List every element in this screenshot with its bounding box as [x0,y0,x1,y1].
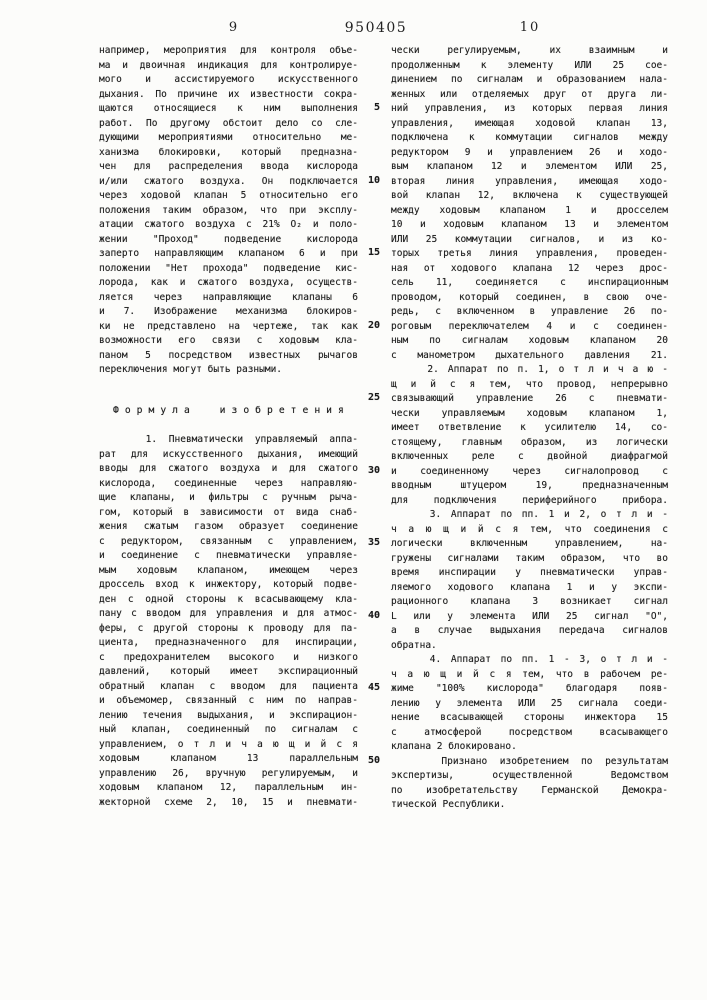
text-line: управлением, о т л и ч а ю щ и й с я [99,738,358,750]
text-line: управлению 26, вручную регулируемым, и [99,767,358,779]
text-line: динением по сигналам и образованием нала- [391,74,668,85]
line-number: 40 [367,609,380,621]
text-line: ч а ю щ и й с я тем, что соединения с [391,523,668,535]
text-line: жении "Проход" подведение кислорода [99,233,358,245]
text-line: ма и двоичная индикация для контролируе- [99,59,358,71]
text-line: ханизма блокировки, который предназна- [99,146,358,158]
text-line: жекторной схеме 2, 10, 15 и пневмати- [99,796,358,808]
right-text-column [391,44,668,813]
text-line: клапана 2 блокировано. [391,741,517,752]
text-line: а в случае выдыхания передача сигналов [391,625,668,636]
text-line: с манометром дыхательного давления 21. [391,349,668,361]
line-number: 30 [367,464,380,476]
text-line: например, мероприятия для контроля объе- [99,45,358,56]
text-line: обратна. [391,639,437,651]
text-line: с редуктором, связанным с управлением, [99,535,358,547]
text-line: ИЛИ 25 коммутации сигналов, и из ко- [391,233,668,245]
text-line: лорода, как и сжатого воздуха, осуществ- [99,277,358,288]
text-line: 4. Аппарат по пп. 1 - 3, о т л и - [391,654,668,665]
text-line: лению течения выдыхания, и экспирацион- [99,709,358,721]
text-line: через ходовой клапан 5 относительно его [99,190,358,201]
text-line: ний управления, из которых первая линия [391,103,668,114]
text-line: управления, имеющая ходовой клапан 13, [391,117,668,129]
text-line: чен для распределения ввода кислорода [99,161,358,172]
line-number: 45 [367,682,380,693]
text-line: продолженным к элементу ИЛИ 25 сое- [391,59,668,71]
text-line: чески управляемым ходовым клапаном 1, [391,407,668,419]
text-line: подключена к коммутации сигналов между [391,132,668,143]
text-line: ным по сигналам ходовым клапаном 20 [391,335,668,346]
text-line: щаются относящиеся к ним выполнения [99,103,358,114]
text-line: ходовым клапаном 12, параллельным ин- [99,782,358,793]
patent-number: 950405 [344,20,408,36]
text-line: 2. Аппарат по п. 1, о т л и ч а ю - [391,364,668,375]
text-line: дроссель вход к инжектору, который подве- [99,579,358,590]
text-line: чески регулируемым, их взаимным и [391,45,668,56]
text-line: логически включенным управлением, на- [391,538,668,549]
text-line: ходовым клапаном 13 параллельным [99,753,358,764]
text-line: L или у элемента ИЛИ 25 сигнал "О", [391,610,668,622]
text-line: редуктором 9 и управлением 26 и ходо- [391,146,668,158]
text-line: и соединенному через сигналопровод с [391,465,668,477]
paragraph [391,653,668,755]
line-number: 50 [367,754,380,766]
text-line: ч а ю щ и й с я тем, что в рабочем ре- [391,668,668,680]
paragraph [391,508,668,653]
text-line: рационного клапана 3 возникает сигнал [391,596,668,607]
text-line: по изобретательству Германской Демокра- [391,784,668,796]
text-line: щ и й с я тем, что провод, непрерывно [391,378,668,390]
text-line: атации сжатого воздуха с 21% О₂ и поло- [99,219,358,230]
text-line: связывающий управление 26 с пневмати- [391,393,668,404]
text-line: давлений, который имеет экспирационный [99,666,358,677]
text-line: мым ходовым клапаном, имеющем через [99,564,358,576]
text-line: женных или отделяемых друг от друга ли- [391,88,668,100]
text-line: вторая линия управления, имеющая ходо- [391,175,668,187]
text-line: имеет ответвление к усилителю 14, со- [391,422,668,433]
text-line: дующими мероприятиями относительно ме- [99,132,358,143]
text-line: кислорода, соединенные через направляю- [99,477,358,489]
text-line: щие клапаны, и фильтры с ручным рыча- [99,492,358,503]
text-line: работ. По другому обстоит дело со сле- [99,117,358,129]
line-number: 10 [367,174,380,186]
text-line: возможности его связи с ходовым кла- [99,335,358,346]
paragraph [99,433,358,810]
line-number: 35 [367,537,380,548]
text-line: ки не представлено на чертеже, так как [99,320,358,332]
paragraph [391,363,668,508]
text-line: положении "Нет прохода" подведение кис- [99,262,358,274]
text-line: вводы для сжатого воздуха и для сжатого [99,463,358,474]
text-line: торых третья линия управления, проведен- [391,248,668,259]
text-line: переключения могут быть разными. [99,364,283,375]
text-line: нение всасывающей стороны инжектора 15 [391,712,668,723]
text-line: пану с вводом для управления и для атмос- [99,608,358,619]
text-line: циента, предназначенного для инспирации, [99,637,358,648]
text-line: 1. Пневматически управляемый аппа- [99,434,358,445]
text-line: гружены сигналами таким образом, что во [391,552,668,564]
text-line: время инспирации у пневматически управ- [391,567,668,578]
text-line: включенных реле с двойной диафрагмой [391,451,668,462]
text-line: ный клапан, соединенный по сигналам с [99,724,358,735]
line-number: 5 [373,102,380,113]
text-line: ляемого ходового клапана 1 и у экспи- [391,581,668,593]
left-text-column [99,44,358,810]
line-number: 20 [367,319,380,331]
text-line: феры, с другой стороны к проводу для па- [99,622,358,634]
text-line: Признано изобретением по результатам [391,755,668,767]
text-line: проводом, который соединен, в свою оче- [391,291,668,303]
text-line: и объемомер, связанный с ним по направ- [99,695,358,706]
page-number-right: 10 [519,20,541,35]
text-line: рат для искусственного дыхания, имеющий [99,448,358,460]
text-line: паном 5 посредством известных рычагов [99,349,358,361]
text-line: тической Республики. [391,799,506,810]
text-line: и 7. Изображение механизма блокиров- [99,306,358,317]
text-line: заперто направляющим клапаном 6 и при [99,248,358,259]
text-line: мого и ассистируемого искусственного [99,74,358,85]
text-line: с предохранителем высокого и низкого [99,651,358,663]
line-number: 15 [367,247,380,258]
text-line: дыхания. По причине их известности сокра- [99,88,358,100]
text-line: и/или сжатого воздуха. Он подключается [99,175,358,187]
text-line: экспертизы, осуществленной Ведомством [391,770,668,781]
text-line: ная от ходового клапана 12 через дрос- [391,262,668,274]
text-line: роговым переключателем 4 и с соединен- [391,320,668,332]
text-line: и соединение с пневматически управляе- [99,550,358,561]
text-line: вой клапан 12, включена к существующей [391,190,668,201]
text-line: жиме "100% кислорода" благодаря появ- [391,683,668,694]
paragraph [99,44,358,378]
text-line: ляется через направляющие клапаны 6 [99,291,358,303]
text-line: 10 и ходовым клапаном 13 и элементом [391,219,668,230]
text-line: гом, который в зависимости от вида снаб- [99,506,358,518]
text-line: обратный клапан с вводом для пациента [99,680,358,692]
text-line: между ходовым клапаном 1 и дросселем [391,204,668,216]
paragraph [391,44,668,363]
paragraph [391,755,668,813]
text-line: редь, с включенном в управление 26 по- [391,306,668,317]
line-number: 25 [367,392,380,403]
text-line: положения таким образом, что при эксплу- [99,204,358,216]
text-line: вводным штуцером 19, предназначенным [391,480,668,491]
text-line: стоящему, главным образом, из логически [391,436,668,448]
text-line: 3. Аппарат по пп. 1 и 2, о т л и - [391,509,668,520]
text-line: жения сжатым газом образует соединение [99,521,358,532]
line-number-gutter [358,0,380,1000]
text-line: вым клапаном 12 и элементом ИЛИ 25, [391,161,668,172]
text-line: для подключения периферийного прибора. [391,494,668,506]
text-line: сель 11, соединяется с инспирационным [391,277,668,288]
claims-heading: Формула изобретения [113,404,350,416]
text-line: ден с одной стороны к всасывающему кла- [99,593,358,605]
page-number-left: 9 [228,20,238,35]
text-line: с атмосферой посредством всасывающего [391,726,668,738]
text-line: лению у элемента ИЛИ 25 сигнала соеди- [391,697,668,709]
